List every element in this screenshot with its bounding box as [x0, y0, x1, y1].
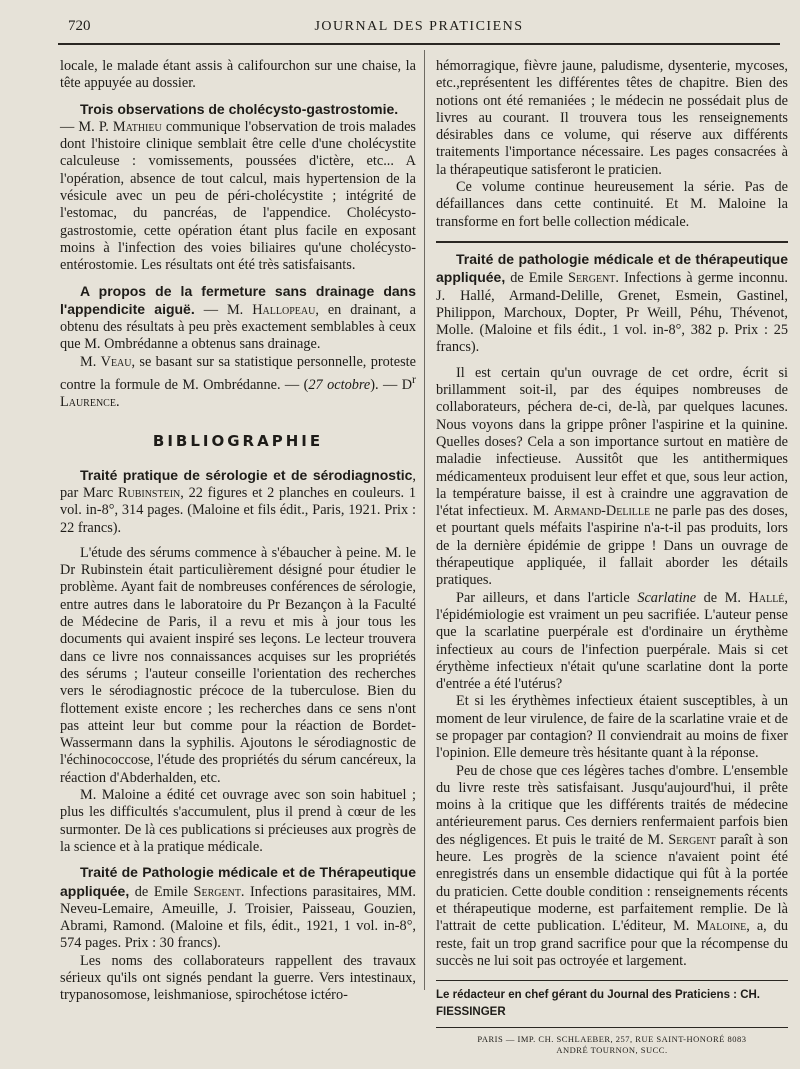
- author-name: Hallé: [748, 589, 785, 606]
- author-name: Maloine: [696, 918, 747, 935]
- veau-paragraph: M. Veau, se basant sur sa statistique personnelle, proteste contre la formule de M. Ombrédanne. — (27 octobre). — $D^r$ Laurence.: [60, 353, 417, 411]
- page-number: 720: [68, 18, 91, 34]
- review-paragraph: Les noms des collaborateurs rappellent des travaux sérieux qu'ils ont signés pendant la guerre. Vers intestinaux, trypanosomose, leishmaniose, spirochétose ictéro-: [60, 952, 416, 1004]
- author-name: Hallopeau: [252, 301, 316, 318]
- review-paragraph: M. Maloine a édité cet ouvrage avec son soin habituel ; plus les difficultés s'accumulent, plus il prend à cœur de les surmonter. De là ces publications si précieuses aux progrès de la science et à la pratique médicale.: [60, 787, 416, 855]
- book-entry-serologie: Traité pratique de sérologie et de sérodiagnostic, par Marc Rubinstein, 22 figures et 2 planches en couleurs. 1 vol. in-8°, 314 pages. (Maloine et fils édit., Paris, 1921. Prix : 22 francs).: [60, 466, 416, 536]
- page-header: [60, 14, 778, 40]
- book-entry-pathologie: Traité de Pathologie médicale et de Thérapeutique appliquée, de Emile Sergent. Infections parasitaires, MM. Neveu-Lemaire, Ameuille, J. Troisier, Paisseau, Gouzien, Abrami, Ramond. (Maloine et fils, édit., 1921, 1 vol. in-8°, 574 pages. Prix : 30 francs).: [60, 864, 416, 952]
- book-entry-germe-inconnu: Traité de pathologie médicale et de thérapeutique appliquée, de Emile Sergent. Infections à germe inconnu. J. Hallé, Armand-Delille, Grenet, Esmein, Gastinel, Philippon, Marchoux, Dopter, Pr Weill, Péhu, Thévenot, Molle. (Maloine et fils édit., 1 vol. in-8°, 382 p. Prix : 25 francs).: [436, 250, 788, 356]
- editor-line: Le rédacteur en chef gérant du Journal des Praticiens : CH. FIESSINGER: [436, 989, 761, 1019]
- author-name: Sergent: [193, 883, 241, 900]
- left-column: [60, 58, 416, 1005]
- printer-imprint: PARIS — IMP. CH. SCHLAEBER, 257, RUE SAINT-HONORÉ 8083 ANDRÉ TOURNON, SUCC.: [477, 1033, 747, 1055]
- author-name: Mathieu: [112, 118, 162, 135]
- review-paragraph: L'étude des sérums commence à s'ébaucher à peine. M. le Dr Rubinstein était particulièrement désigné pour étudier le problème. Ayant fait de nombreuses conférences de sérologie, entre autres dans le laboratoire du Pr Bezançon à la Faculté de Médecine de Paris, il a revu et mis à jour tous les documents qui avaient inspiré ses leçons. Le lecteur trouvera dans ce livre nos connaissances acquises sur les propriétés des sérums ; l'auteur conseille l'orientation des recherches vers le sérodiagnostic précoce de la tuberculose. Bien du flottement existe encore ; les recherches dans ce sens n'ont pas atteint leur but comme pour la réaction de Bordet-Wassermann dans la syphilis. Ajoutons le sérodiagnostic de l'échinococcose, l'étude des propriétés du sérum cancéreux, la réaction d'Abderhalden, etc.: [60, 544, 416, 786]
- intro-paragraph: locale, le malade étant assis à califourchon sur une chaise, la tête appuyée au dossier.: [60, 58, 416, 92]
- author-name: Sergent: [568, 270, 616, 287]
- column-divider: [424, 50, 425, 990]
- section-title: A propos de la fermeture sans drainage dans l'appendicite aiguë.: [60, 282, 416, 317]
- author-name: Veau: [100, 353, 132, 370]
- review-paragraph: Et si les érythèmes infectieux étaient susceptibles, à un moment de leur virulence, de faire de la scarlatine vraie et de se propager par contagion? Il conviendrait au moins de fixer l'opinion. Elle demeure très hésitante quant à la réponse.: [436, 693, 788, 762]
- book-title: Traité pratique de sérologie et de sérodiagnostic: [80, 466, 413, 483]
- signature: Laurence.: [60, 394, 120, 411]
- review-paragraph: Il est certain qu'un ouvrage de cet ordre, écrit si brillamment soit-il, par des équipes nombreuses de collaborateurs, péchera de-ci, de-là, par quelques lacunes. Nous voyons dans la grippe prôner l'aspirine et la quinine. Quelles doses? Cela a son importance surtout en matière de maladie infectieuse. Aussitôt que les antithermiques médicamenteux produisent leur effet et que, sous leur action, la température baisse, il est à craindre une aggravation de l'état infectieux. M. Armand-Delille ne parle pas des doses, et pourtant quels méfaits l'aspirine n'a-t-il pas produits, lors de la dernière épidémie de grippe ! Dans un ouvrage de thérapeutique appliquée, il fallait aborder les détails pratiques.: [436, 364, 788, 589]
- review-paragraph: Ce volume continue heureusement la série. Pas de défaillances dans cette continuité. Et M. Maloine la transforme en fort belle collection médicale.: [436, 179, 788, 230]
- entry-separator: [436, 241, 788, 243]
- author-name: Sergent: [668, 831, 716, 848]
- footer-rule: [436, 1027, 788, 1028]
- bibliography-heading: BIBLIOGRAPHIE: [152, 432, 324, 451]
- header-rule: [58, 43, 780, 45]
- book-title: Traité de pathologie médicale et de thérapeutique appliquée,: [436, 250, 788, 286]
- section-title: Trois observations de cholécysto-gastrostomie.: [80, 100, 399, 117]
- review-paragraph: Peu de chose que ces légères taches d'ombre. L'ensemble du livre reste très satisfaisant. Jusqu'aujourd'hui, il prête moins à la critique que les différents traités de médecine antérieurement parus. Ces derniers renfermaient parfois bien des négligences. Et puis le traité de M. Sergent paraît à son heure. Les progrès de la science n'avaient point été enregistrés dans un ensemble didactique qui fût à la portée du praticien. Cette double condition : renseignements récents et thérapeutique moderne, est parfaitement remplie. De là l'attrait de cette publication. L'éditeur, M. Maloine, a, du reste, fait un trop grand sacrifice pour que la récompense du succès ne lui soit pas octroyée et largement.: [436, 762, 788, 969]
- section-cholecysto: Trois observations de cholécysto-gastrostomie. — M. P. Mathieu communique l'observation de trois malades dont l'histoire clinique semblait être celle d'une cholécystite calculeuse : vomissements, poussées d'ictère, etc... A l'opération, absence de tout calcul, mais hypertension de la vésicule avec un peu de péri-cholécystite ; intégrité de l'estomac, du pancréas, de l'appendice. Cholécysto-gastrostomie, cette opération étant plus facile en exposant moins à l'infection des voies biliaires qu'une cholécysto-entérostomie. Les résultats ont été très satisfaisants.: [60, 100, 417, 274]
- author-name: Armand-Delille: [553, 503, 651, 520]
- journal-title: JOURNAL DES PRATICIENS: [314, 19, 524, 34]
- author-name: Rubinstein: [117, 485, 181, 501]
- book-title: Traité de Pathologie médicale et de Thérapeutique appliquée,: [60, 864, 416, 899]
- continued-paragraph: hémorragique, fièvre jaune, paludisme, dysenterie, mycoses, etc.,représentent les différentes têtes de chapitre. Bien des notions ont été remaniées ; le médecin ne possédait plus de livres au courant. Il trouvera tous les renseignements désirables dans ce volume, qui réserve aux différents traitements l'importance nécessaire. Les pages consacrées à la thérapeutique satisferont le praticien.: [436, 58, 788, 178]
- section-appendicite: A propos de la fermeture sans drainage dans l'appendicite aiguë. — M. Hallopeau, en drainant, a obtenu des résultats à peu près exactement semblables à ceux que M. Ombrédanne a obtenus sans drainage.: [60, 282, 417, 353]
- right-column: [436, 58, 788, 1056]
- review-paragraph: Par ailleurs, et dans l'article Scarlatine de M. Hallé, l'épidémiologie est vraiment un peu sacrifiée. L'auteur pense que la scarlatine puerpérale est d'ordinaire un érythème infectieux au cours de l'infection puerpérale. Mais si cet érythème infectieux n'était qu'une scarlatine dont la porte d'entrée a été l'utérus?: [436, 589, 788, 693]
- footer-rule: [436, 980, 788, 981]
